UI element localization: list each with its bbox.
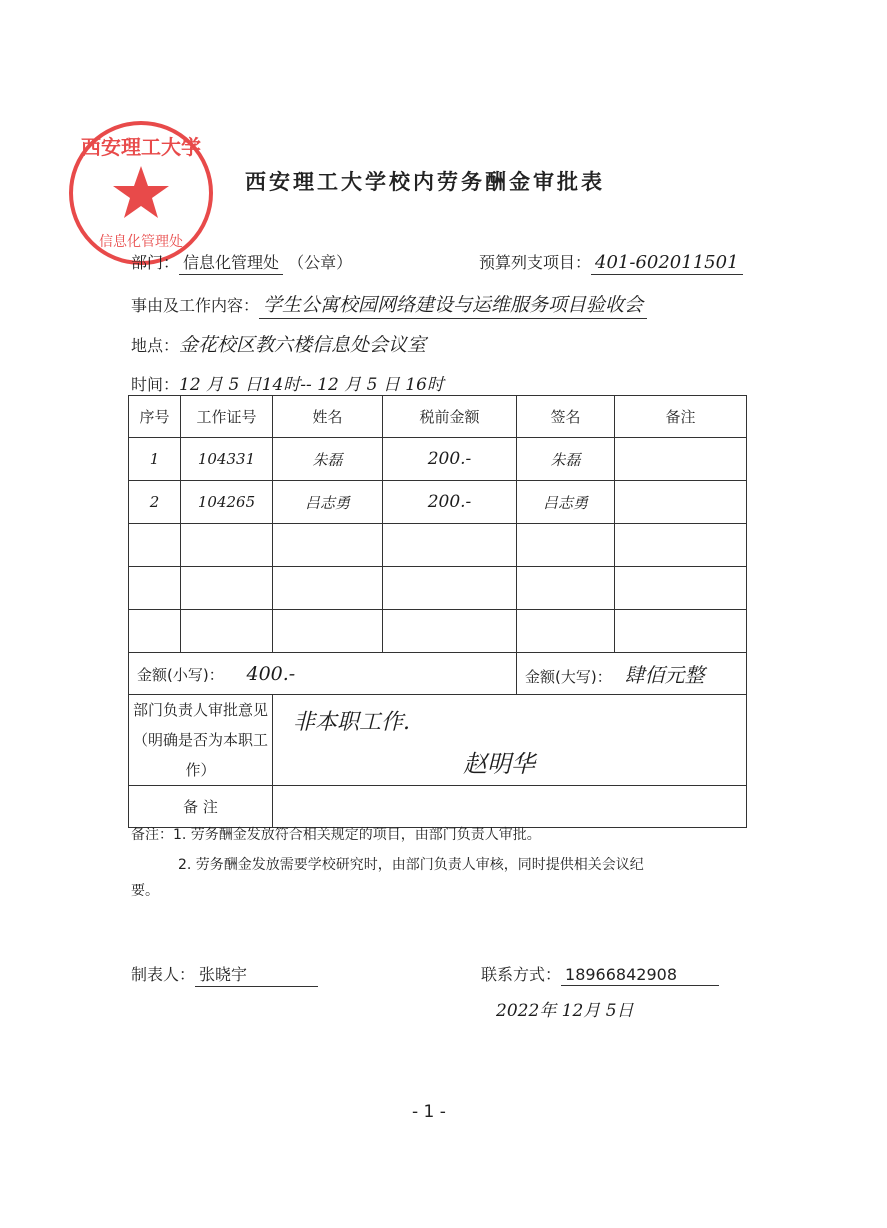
amount-small-value: 400.- xyxy=(246,662,296,685)
maker-row xyxy=(131,962,318,987)
cell-signature: 吕志勇 xyxy=(517,481,615,524)
cell-id xyxy=(181,610,273,653)
time-row xyxy=(131,370,444,395)
note-line-1: 备注：1. 劳务酬金发放符合相关规定的项目，由部门负责人审批。 xyxy=(131,827,541,843)
budget-label: 预算列支项目： xyxy=(479,253,592,272)
budget-value: 401-602011501 xyxy=(591,252,743,275)
remark-label: 备 注 xyxy=(129,786,273,828)
location-row xyxy=(131,330,426,357)
cell-amount: 200.- xyxy=(383,438,517,481)
maker-value: 张晓宇 xyxy=(195,962,318,987)
cell-remark xyxy=(615,438,747,481)
col-header: 税前金额 xyxy=(383,396,517,438)
cell-amount xyxy=(383,524,517,567)
department-label: 部门： xyxy=(131,253,180,272)
time-label: 时间： xyxy=(131,375,180,394)
table-row xyxy=(129,610,747,653)
page-number: - 1 - xyxy=(412,1102,446,1122)
col-header: 工作证号 xyxy=(181,396,273,438)
cell-index: 1 xyxy=(129,438,181,481)
approval-signature: 赵明华 xyxy=(463,750,535,778)
cell-id xyxy=(181,567,273,610)
note-line-2: 2. 劳务酬金发放需要学校研究时，由部门负责人审核，同时提供相关会议纪 xyxy=(178,857,644,873)
cell-remark xyxy=(615,481,747,524)
col-header: 备注 xyxy=(615,396,747,438)
department-suffix: （公章） xyxy=(288,253,353,272)
amount-big-value: 肆佰元整 xyxy=(624,663,705,687)
matter-row xyxy=(131,290,647,319)
cell-signature xyxy=(517,524,615,567)
table-row xyxy=(129,524,747,567)
cell-index xyxy=(129,524,181,567)
cell-id: 104265 xyxy=(181,481,273,524)
cell-id xyxy=(181,524,273,567)
location-value: 金花校区教六楼信息处会议室 xyxy=(179,334,427,356)
department-row xyxy=(131,250,352,275)
remuneration-table xyxy=(128,395,747,828)
table-row xyxy=(129,481,747,524)
time-value: 12 月 5 日14时-- 12 月 5 日 16时 xyxy=(179,375,444,395)
col-header: 序号 xyxy=(129,396,181,438)
cell-index: 2 xyxy=(129,481,181,524)
maker-label: 制表人： xyxy=(131,965,196,984)
cell-remark xyxy=(615,567,747,610)
cell-id: 104331 xyxy=(181,438,273,481)
svg-text:西安理工大学: 西安理工大学 xyxy=(81,135,201,159)
table-header-row xyxy=(129,396,747,438)
cell-remark xyxy=(615,524,747,567)
col-header: 签名 xyxy=(517,396,615,438)
matter-value: 学生公寓校园网络建设与运维服务项目验收会 xyxy=(259,290,647,319)
table-row xyxy=(129,567,747,610)
cell-amount xyxy=(383,567,517,610)
amount-small-label: 金额(小写)： xyxy=(137,665,224,684)
cell-name: 朱磊 xyxy=(273,438,383,481)
contact-value: 18966842908 xyxy=(561,965,719,986)
cell-amount xyxy=(383,610,517,653)
approval-opinion: 非本职工作. xyxy=(293,710,410,735)
approval-hint: （明确是否为本职工作） xyxy=(132,731,268,779)
cell-index xyxy=(129,567,181,610)
matter-label: 事由及工作内容： xyxy=(131,296,260,315)
amount-big-label: 金额(大写)： xyxy=(525,668,612,686)
location-label: 地点： xyxy=(131,336,180,355)
cell-name xyxy=(273,567,383,610)
form-date: 2022年 12月 5日 xyxy=(496,1001,634,1021)
cell-amount: 200.- xyxy=(383,481,517,524)
form-title: 西安理工大学校内劳务酬金审批表 xyxy=(245,170,605,194)
approval-row xyxy=(129,695,747,786)
approval-label: 部门负责人审批意见 xyxy=(132,701,268,719)
table-row xyxy=(129,438,747,481)
cell-signature xyxy=(517,567,615,610)
cell-name xyxy=(273,610,383,653)
col-header: 姓名 xyxy=(273,396,383,438)
cell-remark xyxy=(615,610,747,653)
svg-text:信息化管理处: 信息化管理处 xyxy=(99,234,183,250)
contact-row xyxy=(481,962,719,986)
contact-label: 联系方式： xyxy=(481,965,562,984)
official-seal xyxy=(66,118,216,268)
cell-signature: 朱磊 xyxy=(517,438,615,481)
department-value: 信息化管理处 xyxy=(179,250,283,275)
note-line-3: 要。 xyxy=(131,883,159,899)
cell-index xyxy=(129,610,181,653)
cell-signature xyxy=(517,610,615,653)
budget-row xyxy=(479,250,743,275)
cell-name xyxy=(273,524,383,567)
cell-name: 吕志勇 xyxy=(273,481,383,524)
amount-row xyxy=(129,653,747,695)
seal-star-icon xyxy=(113,166,169,218)
